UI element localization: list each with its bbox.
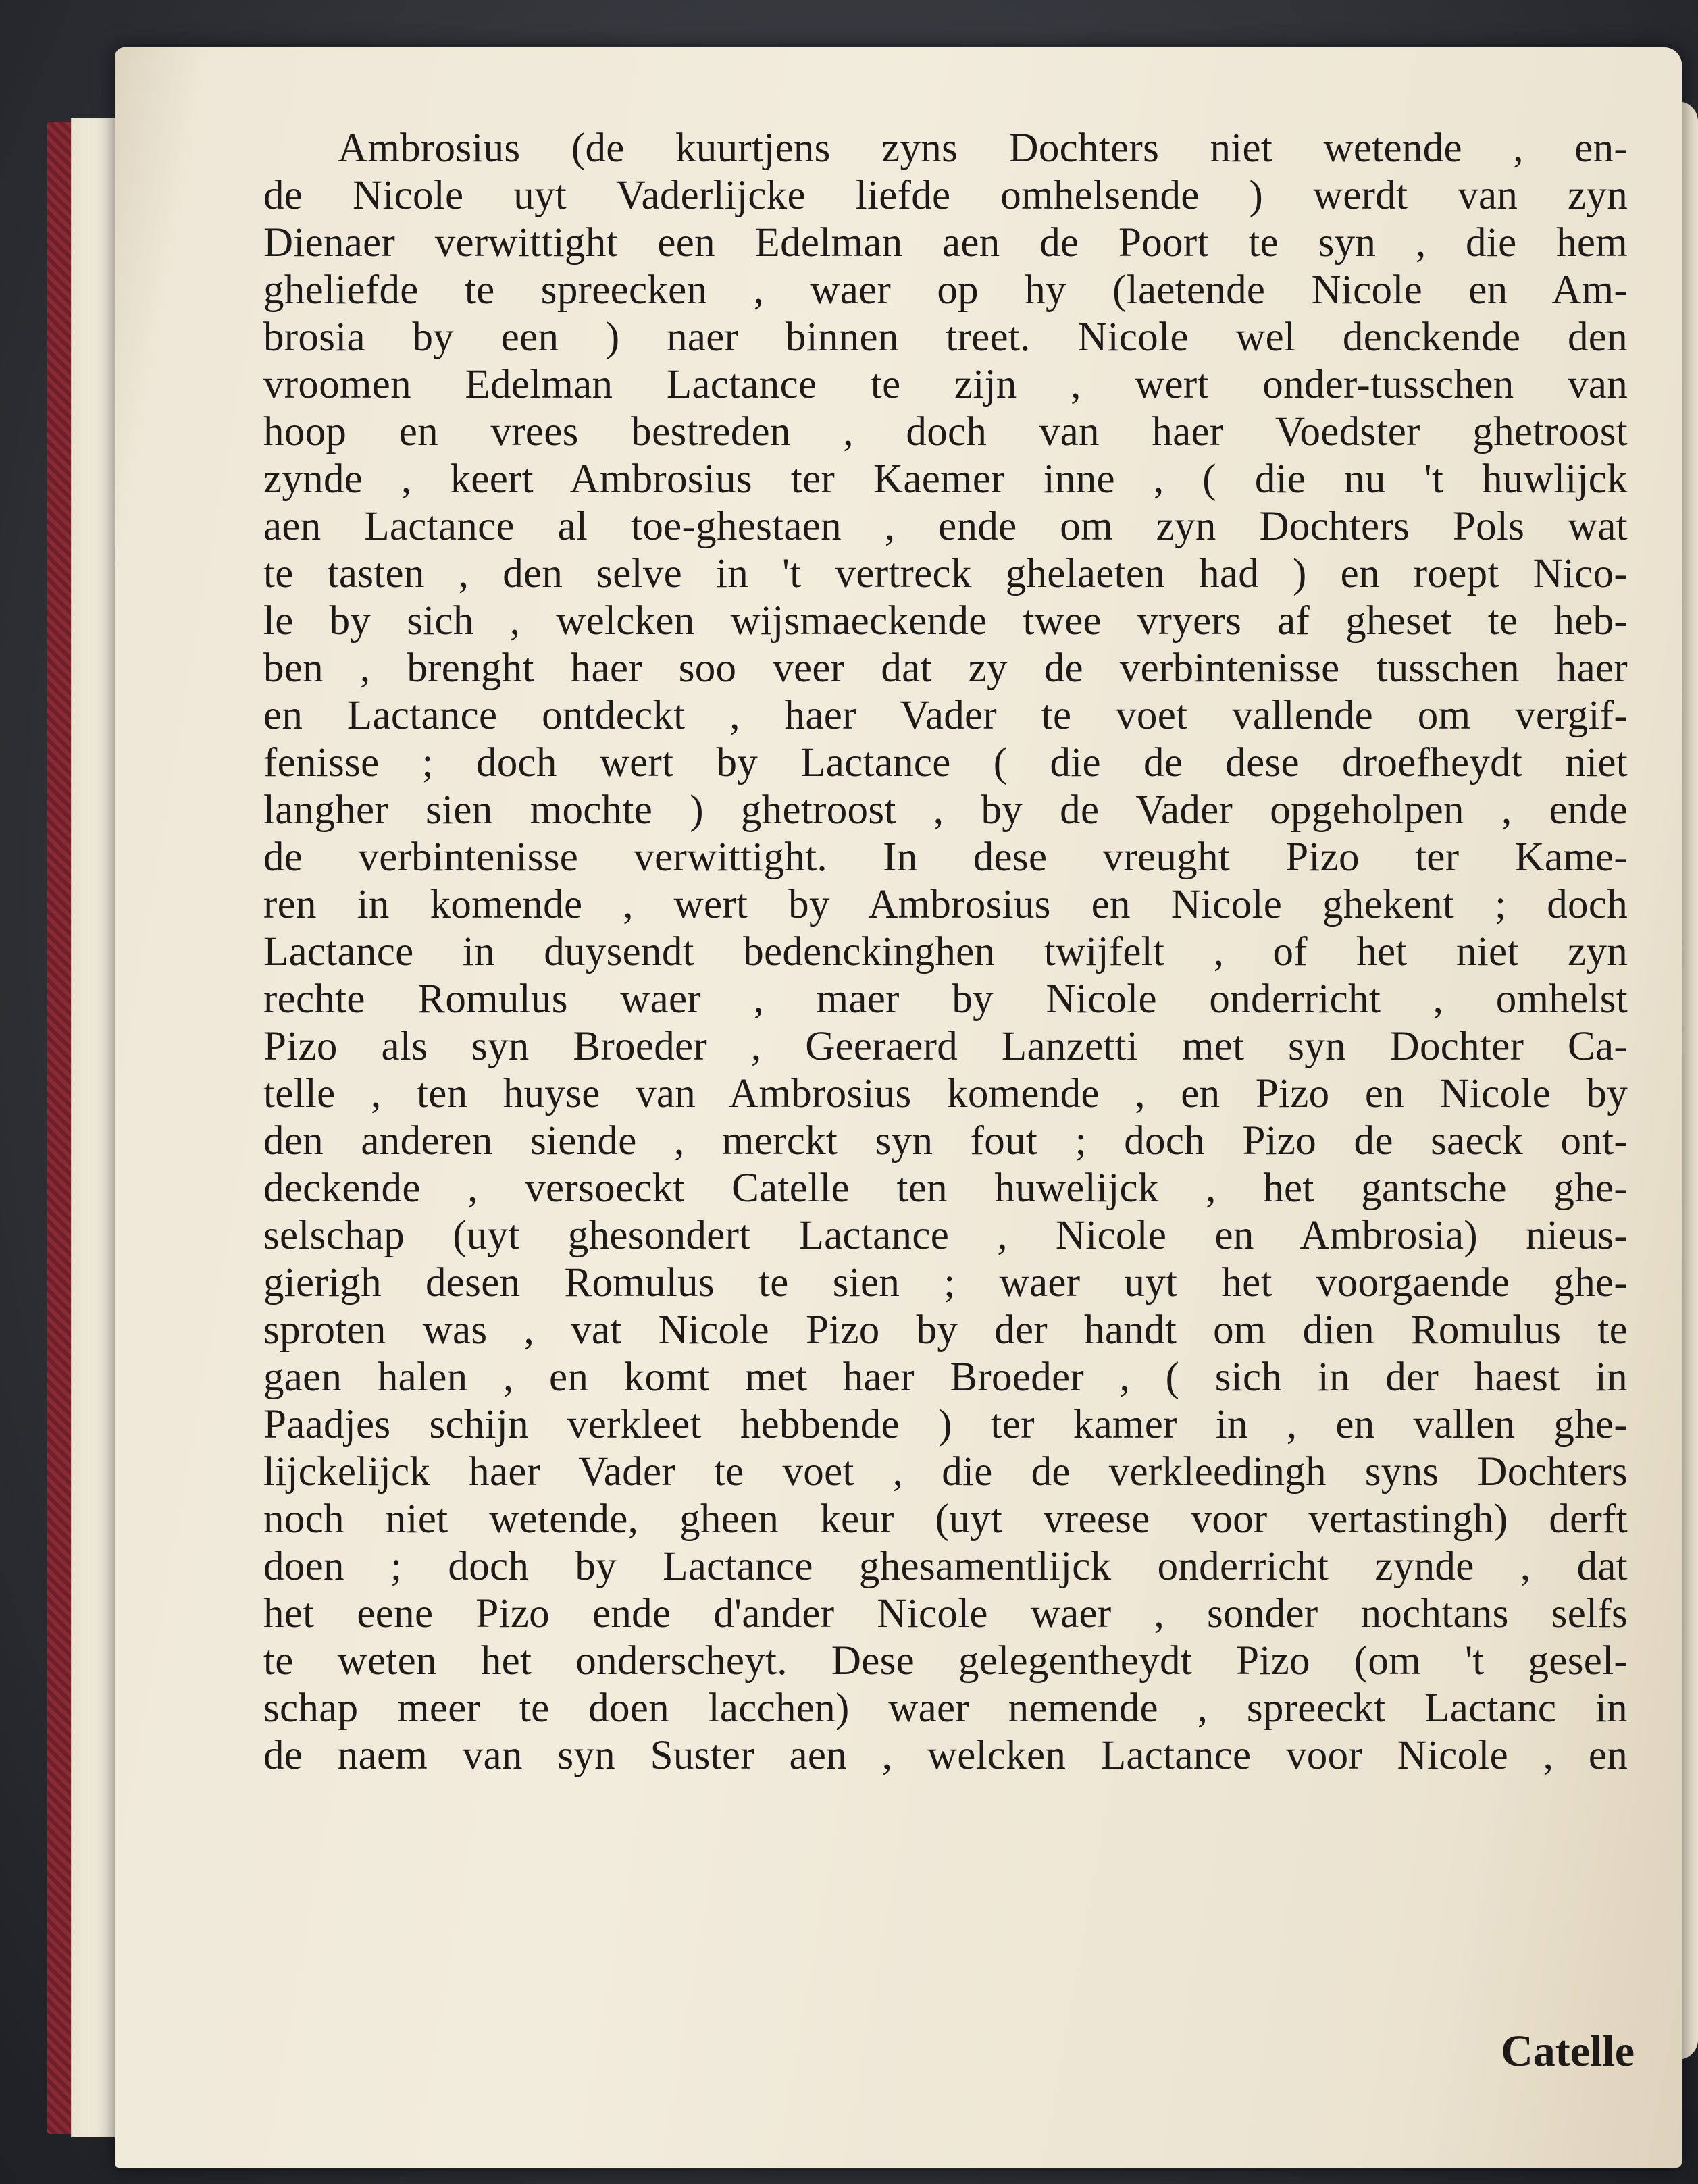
text-line: Lactance in duysendt bedenckinghen twijfelt , of het niet zyn (263, 929, 1628, 974)
text-line: hoop en vrees bestreden , doch van haer Voedster ghetroost (263, 409, 1628, 454)
text-line: aen Lactance al toe-ghestaen , ende om zyn Dochters Pols wat (263, 504, 1628, 549)
text-line: gierigh desen Romulus te sien ; waer uyt het voorgaende ghe- (263, 1260, 1628, 1305)
catchword: Catelle (1501, 2027, 1635, 2076)
text-line: vroomen Edelman Lactance te zijn , wert onder-tusschen van (263, 362, 1628, 407)
book-cover-edge (47, 122, 74, 2134)
text-line: sproten was , vat Nicole Pizo by der handt om dien Romulus te (263, 1307, 1628, 1353)
text-line: en Lactance ontdeckt , haer Vader te voet vallende om vergif- (263, 693, 1628, 738)
text-line: lijckelijck haer Vader te voet , die de verkleedingh syns Dochters (263, 1449, 1628, 1494)
text-line: het eene Pizo ende d'ander Nicole waer , sonder nochtans selfs (263, 1591, 1628, 1636)
text-line: zynde , keert Ambrosius ter Kaemer inne , ( die nu 't huwlijck (263, 457, 1628, 502)
page-text (263, 125, 1628, 1779)
text-line: de naem van syn Suster aen , welcken Lactance voor Nicole , en (263, 1733, 1628, 1778)
text-line: langher sien mochte ) ghetroost , by de Vader opgeholpen , ende (263, 787, 1628, 833)
text-line: ren in komende , wert by Ambrosius en Nicole ghekent ; doch (263, 882, 1628, 927)
text-line: Dienaer verwittight een Edelman aen de Poort te syn , die hem (263, 220, 1628, 265)
text-line: Paadjes schijn verkleet hebbende ) ter kamer in , en vallen ghe- (263, 1402, 1628, 1447)
text-line: selschap (uyt ghesondert Lactance , Nicole en Ambrosia) nieus- (263, 1213, 1628, 1258)
text-line: rechte Romulus waer , maer by Nicole onderricht , omhelst (263, 977, 1628, 1022)
text-line: te weten het onderscheyt. Dese gelegentheydt Pizo (om 't gesel- (263, 1638, 1628, 1684)
text-line: Ambrosius (de kuurtjens zyns Dochters niet wetende , en- (338, 126, 1628, 171)
text-line: fenisse ; doch wert by Lactance ( die de dese droefheydt niet (263, 740, 1628, 785)
text-line: le by sich , welcken wijsmaeckende twee vryers af gheset te heb- (263, 598, 1628, 644)
text-line: telle , ten huyse van Ambrosius komende , en Pizo en Nicole by (263, 1071, 1628, 1116)
text-line: gaen halen , en komt met haer Broeder , ( sich in der haest in (263, 1355, 1628, 1400)
text-line: Pizo als syn Broeder , Geeraerd Lanzetti met syn Dochter Ca- (263, 1024, 1628, 1069)
text-line: te tasten , den selve in 't vertreck ghelaeten had ) en roept Nico- (263, 551, 1628, 596)
text-line: den anderen siende , merckt syn fout ; doch Pizo de saeck ont- (263, 1118, 1628, 1164)
text-line: de verbintenisse verwittight. In dese vreught Pizo ter Kame- (263, 835, 1628, 880)
text-line: noch niet wetende, gheen keur (uyt vreese voor vertastingh) derft (263, 1497, 1628, 1542)
text-line: doen ; doch by Lactance ghesamentlijck onderricht zynde , dat (263, 1544, 1628, 1589)
text-line: brosia by een ) naer binnen treet. Nicole wel denckende den (263, 315, 1628, 360)
text-line: ben , brenght haer soo veer dat zy de verbintenisse tusschen haer (263, 646, 1628, 691)
text-line: schap meer te doen lacchen) waer nemende , spreeckt Lactanc in (263, 1686, 1628, 1731)
text-line: deckende , versoeckt Catelle ten huwelijck , het gantsche ghe- (263, 1166, 1628, 1211)
text-line: de Nicole uyt Vaderlijcke liefde omhelsende ) werdt van zyn (263, 173, 1628, 218)
text-line: gheliefde te spreecken , waer op hy (laetende Nicole en Am- (263, 267, 1628, 313)
